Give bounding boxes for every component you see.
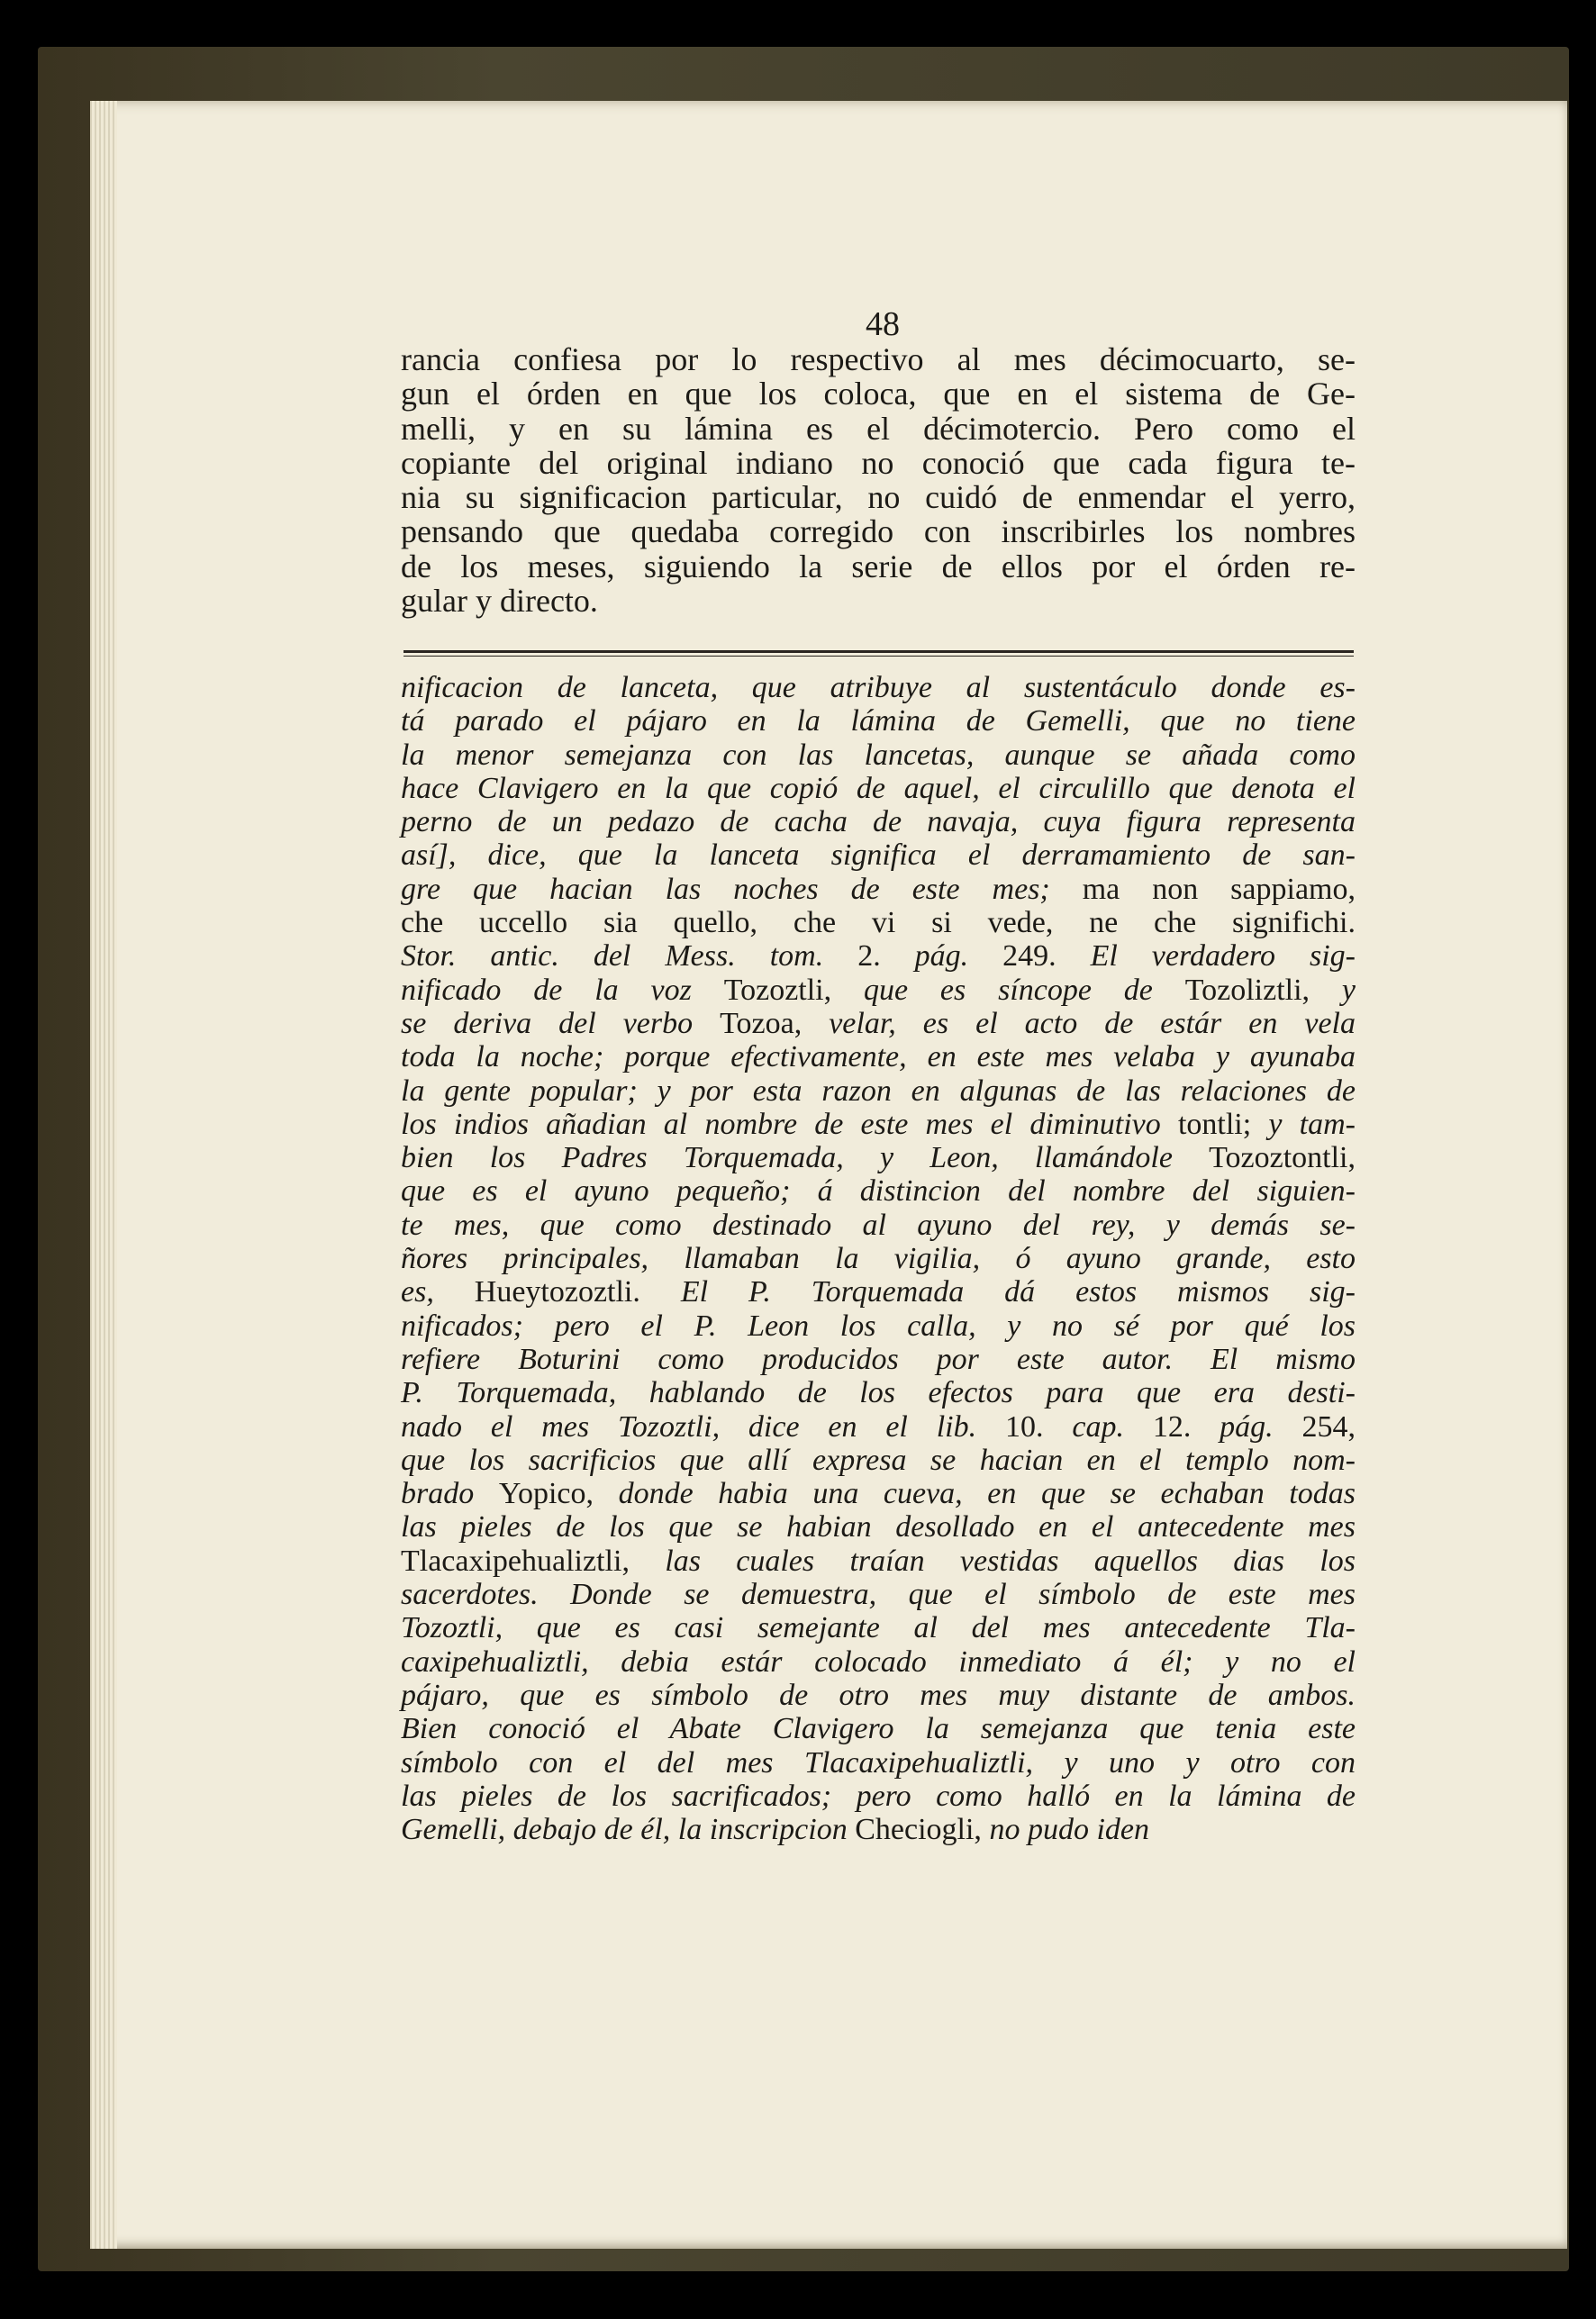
footnote-text: Yopico, [498,1477,594,1511]
footnote-line [401,1712,1356,1745]
footnote-separator-rule-thin [404,656,1354,657]
footnote-text: hace Clavigero en la que copió de aquel, el circulillo que denota el [401,771,1356,805]
footnote-line [401,1679,1356,1712]
footnote-line [401,1477,1356,1510]
footnote-text: Stor. antic. del Mess. tom. [401,939,858,974]
footnote-text: las pieles de los que se habian desollado en el antecedente mes [401,1510,1356,1544]
footnote-line [401,805,1356,838]
footnote-text: así], dice, que la lanceta significa el derramamiento de san- [401,838,1356,873]
page-edge [90,101,117,2249]
footnote-text: los indios añadian al nombre de este mes el diminutivo [401,1107,1178,1141]
footnote-line [401,1242,1356,1275]
footnote-text: Tozoa, [720,1006,803,1040]
footnote-text: pág. [1191,1409,1302,1444]
body-line: nia su significacion particular, no cuidó de enmendar el yerro, [401,479,1356,516]
footnote-text: refiere Boturini como producidos por este autor. El mismo [401,1342,1356,1376]
footnote-text: y [1310,973,1356,1007]
footnote-text: y tam- [1251,1107,1356,1141]
footnote-line [401,906,1356,939]
footnote-text: que los sacrificios que allí expresa se hacian en el templo nom- [401,1443,1356,1477]
footnote-text: Tlacaxipehualiztli, [401,1544,630,1578]
footnote-text: las pieles de los sacrificados; pero como halló en la lámina de [401,1779,1356,1813]
footnote-text: donde habia una cueva, en que se echaban todas [594,1477,1356,1511]
footnote-text: toda la noche; porque efectivamente, en este mes velaba y ayunaba [401,1040,1356,1074]
footnote-text: cap. [1043,1409,1153,1444]
body-line: gular y directo. [401,583,598,620]
footnote-line [401,974,1356,1007]
footnote-text: che uccello sia quello, che vi si vede, ne che significhi. [401,906,1356,940]
footnote-text: Tozoztontli, [1209,1141,1356,1175]
footnote-text: bien los Padres Torquemada, y Leon, llamándole [401,1141,1210,1175]
body-line: gun el órden en que los coloca, que en el sistema de Ge- [401,376,1356,412]
footnote-text: la gente popular; y por esta razon en algunas de las relaciones de [401,1073,1356,1108]
footnote-line [401,772,1356,805]
footnote-text: tá parado el pájaro en la lámina de Gemelli, que no tiene [401,704,1356,738]
footnote-text: no pudo iden [981,1813,1149,1847]
footnote-text: 2. [857,939,881,974]
footnote-paragraph [401,671,1356,1846]
footnote-text: P. Torquemada, hablando de los efectos para que era desti- [401,1376,1356,1410]
body-line: melli, y en su lámina es el décimotercio. Pero como el [401,410,1356,447]
footnote-text: gre que hacian las noches de este mes; [401,872,1083,906]
footnote-text: es, [401,1275,475,1309]
body-line: copiante del original indiano no conoció que cada figura te- [401,444,1356,481]
footnote-text: te mes, que como destinado al ayuno del rey, y demás se- [401,1208,1356,1242]
footnote-text: Tozoztli, [723,973,832,1007]
footnote-line [401,1174,1356,1208]
page-number: 48 [866,305,900,343]
footnote-text: nificados; pero el P. Leon los calla, y no sé por qué los [401,1309,1356,1343]
footnote-line [401,1645,1356,1679]
footnote-line [401,1780,1356,1813]
footnote-text: pág. [880,939,1003,974]
footnote-text: velar, es el acto de estár en vela [802,1006,1356,1040]
footnote-line [401,1376,1356,1409]
footnote-line [401,1544,1356,1578]
footnote-text: la menor semejanza con las lancetas, aunque se añada como [401,738,1356,772]
body-paragraph [401,342,1356,618]
footnote-line [401,1746,1356,1780]
footnote-text: sacerdotes. Donde se demuestra, que el símbolo de este mes [401,1578,1356,1612]
footnote-text: 254, [1301,1409,1356,1444]
footnote-line [401,1040,1356,1073]
footnote-text: que es síncope de [831,973,1185,1007]
footnote-text: pájaro, que es símbolo de otro mes muy distante de ambos. [401,1678,1356,1712]
footnote-line [401,738,1356,772]
footnote-text: Hueytozoztli. [474,1275,640,1309]
footnote-text: Gemelli, debajo de él, la inscripcion [401,1813,856,1847]
body-line: rancia confiesa por lo respectivo al mes décimocuarto, se- [401,341,1356,377]
footnote-separator-rule [404,650,1354,653]
footnote-line [401,1209,1356,1242]
footnote-text: se deriva del verbo [401,1006,721,1040]
footnote-text: El verdadero sig- [1056,939,1356,974]
footnote-text: perno de un pedazo de cacha de navaja, cuya figura representa [401,805,1356,839]
footnote-text: símbolo con el del mes Tlacaxipehualiztli, y uno y otro con [401,1745,1356,1780]
footnote-line [401,1141,1356,1174]
footnote-line [401,1108,1356,1141]
footnote-line [401,1578,1356,1611]
body-line: de los meses, siguiendo la serie de ellos por el órden re- [401,548,1356,584]
footnote-line [401,1343,1356,1376]
footnote-line [401,1611,1356,1644]
footnote-line [401,1007,1356,1040]
footnote-text: 249. [1002,939,1056,974]
footnote-line [401,939,1356,973]
footnote-text: brado [401,1477,499,1511]
footnote-line [401,873,1356,906]
footnote-line [401,1309,1356,1343]
footnote-line [401,671,1356,704]
footnote-text: 10. [1005,1409,1044,1444]
footnote-text: Tozoztli, que es casi semejante al del mes antecedente Tla- [401,1611,1356,1645]
footnote-text: Tozoliztli, [1184,973,1310,1007]
footnote-text: Bien conoció el Abate Clavigero la semejanza que tenia este [401,1712,1356,1746]
footnote-text: nificacion de lanceta, que atribuye al sustentáculo donde es- [401,671,1356,704]
footnote-text: ñores principales, llamaban la vigilia, ó ayuno grande, esto [401,1242,1356,1276]
footnote-line [401,1444,1356,1477]
footnote-text: 12. [1152,1409,1192,1444]
footnote-line [401,1275,1356,1309]
footnote-line [401,1813,1356,1846]
footnote-text: El P. Torquemada dá estos mismos sig- [639,1275,1356,1309]
footnote-text: las cuales traían vestidas aquellos dias los [629,1544,1356,1578]
footnote-line [401,704,1356,738]
footnote-line [401,1074,1356,1108]
footnote-text: ma non sappiamo, [1082,872,1356,906]
footnote-line [401,838,1356,872]
footnote-text: tontli; [1177,1107,1252,1141]
footnote-text: Checiogli, [855,1813,982,1847]
footnote-line [401,1510,1356,1544]
footnote-text: que es el ayuno pequeño; á distincion del nombre del siguien- [401,1174,1356,1209]
body-line: pensando que quedaba corregido con inscribirles los nombres [401,513,1356,550]
footnote-line [401,1410,1356,1444]
footnote-text: caxipehualiztli, debia estár colocado inmediato á él; y no el [401,1644,1356,1679]
footnote-text: nificado de la voz [401,973,724,1007]
footnote-text: nado el mes Tozoztli, dice en el lib. [401,1409,1005,1444]
